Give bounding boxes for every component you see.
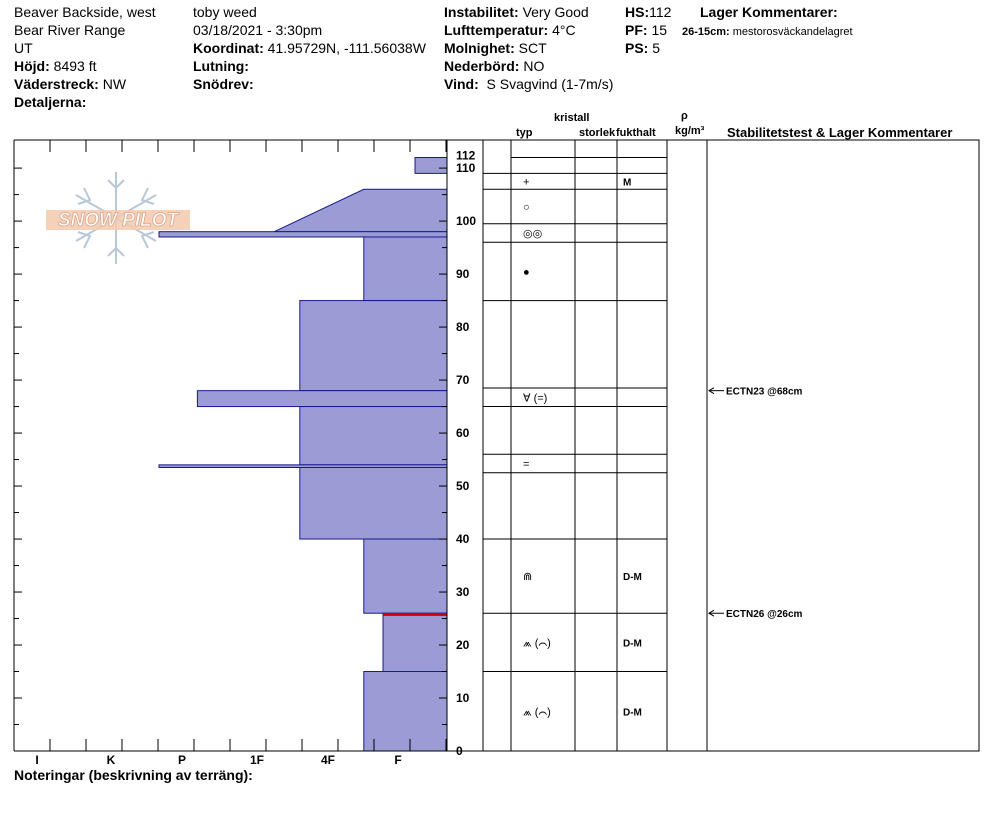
wind: Vind: S Svagvind (1-7m/s) bbox=[444, 76, 614, 92]
mountain-range: Bear River Range bbox=[14, 22, 126, 38]
pf: PF: 15 bbox=[625, 22, 668, 38]
height-tick-label: 112 bbox=[456, 148, 476, 163]
aspect: Väderstreck: NW bbox=[14, 76, 127, 92]
moisture-value: D-M bbox=[623, 572, 642, 584]
state: UT bbox=[14, 40, 33, 56]
hardness-tick-label: P bbox=[177, 753, 187, 767]
hardness-layer bbox=[364, 237, 447, 301]
notes-label: Noteringar (beskrivning av terräng): bbox=[14, 767, 253, 783]
layer-comments-label: Lager Kommentarer: bbox=[700, 4, 838, 20]
moisture-value: D-M bbox=[623, 638, 642, 650]
crystal-type: + bbox=[523, 176, 530, 189]
hardness-layer bbox=[300, 467, 447, 539]
header-size: storlek bbox=[579, 127, 616, 139]
details-label: Detaljerna: bbox=[14, 94, 87, 110]
snowdrift-label: Snödrev: bbox=[193, 76, 254, 92]
height-tick-label: 50 bbox=[456, 479, 470, 494]
crystal-type: ⩕ (⌒) bbox=[523, 637, 551, 650]
layer-table bbox=[483, 140, 979, 751]
layer-comment: 26-15cm: mestorosväckandelagret bbox=[682, 26, 853, 38]
height-tick-label: 100 bbox=[456, 214, 477, 229]
header-crystal: kristall bbox=[554, 112, 590, 124]
height-tick-label: 0 bbox=[456, 744, 463, 758]
elevation: Höjd: 8493 ft bbox=[14, 58, 97, 74]
height-tick-label: 110 bbox=[456, 161, 476, 176]
stability: Instabilitet: Very Good bbox=[444, 4, 589, 20]
crystal-type: ○ bbox=[523, 201, 530, 214]
logo-text: SNOW PILOT bbox=[57, 210, 179, 231]
crystal-type: ● bbox=[523, 266, 530, 279]
hardness-tick-label: 4F bbox=[320, 753, 336, 767]
crystal-type: ∀ (=) bbox=[523, 392, 548, 405]
hardness-layer bbox=[274, 189, 447, 231]
height-tick-label: 90 bbox=[456, 267, 470, 282]
observer: toby weed bbox=[193, 4, 257, 20]
hardness-tick-label: I bbox=[35, 753, 39, 767]
crystal-type: = bbox=[523, 458, 530, 471]
hardness-layer bbox=[300, 407, 447, 465]
header-type: typ bbox=[516, 127, 533, 139]
height-tick-label: 10 bbox=[456, 691, 470, 706]
datetime: 03/18/2021 - 3:30pm bbox=[193, 22, 323, 38]
slope-label: Lutning: bbox=[193, 58, 249, 74]
cloud-cover: Molnighet: SCT bbox=[444, 40, 547, 56]
height-tick-label: 80 bbox=[456, 320, 470, 335]
hardness-tick-label: F bbox=[394, 753, 402, 767]
hardness-layer bbox=[415, 158, 447, 174]
crystal-type: ⩕ (⌒) bbox=[523, 706, 551, 719]
height-tick-label: 20 bbox=[456, 638, 470, 653]
height-tick-label: 70 bbox=[456, 373, 470, 388]
hardness-layer bbox=[159, 232, 447, 237]
header-rho: ρ bbox=[681, 110, 688, 122]
moisture-value: M bbox=[623, 177, 632, 189]
coordinates: Koordinat: 41.95729N, -111.56038W bbox=[193, 40, 426, 56]
air-temperature: Lufttemperatur: 4°C bbox=[444, 22, 576, 38]
location: Beaver Backside, west bbox=[14, 4, 156, 20]
stability-test-label: ECTN23 @68cm bbox=[726, 386, 803, 398]
height-tick-label: 40 bbox=[456, 532, 470, 547]
header-density-unit: kg/m³ bbox=[675, 125, 705, 137]
header-stability-comments: Stabilitetstest & Lager Kommentarer bbox=[727, 125, 953, 140]
crystal-type: ⋒ bbox=[523, 571, 533, 584]
stability-test-label: ECTN26 @26cm bbox=[726, 609, 803, 621]
moisture-value: D-M bbox=[623, 707, 642, 719]
table-frame bbox=[483, 140, 979, 751]
precipitation: Nederbörd: NO bbox=[444, 58, 545, 74]
hardness-layers bbox=[159, 158, 447, 752]
header-moisture: fukthalt bbox=[616, 127, 656, 139]
crystal-type: ◎◎ bbox=[523, 228, 543, 241]
hardness-layer bbox=[364, 539, 447, 613]
hardness-tick-label: 1F bbox=[249, 753, 265, 767]
hardness-layer bbox=[300, 301, 447, 391]
hardness-layer bbox=[364, 672, 447, 751]
height-tick-label: 60 bbox=[456, 426, 470, 441]
hardness-layer bbox=[197, 391, 447, 407]
hs: HS:112 bbox=[625, 4, 672, 20]
hardness-tick-label: K bbox=[106, 753, 116, 767]
height-tick-label: 30 bbox=[456, 585, 470, 600]
ps: PS: 5 bbox=[625, 40, 661, 56]
hardness-layer bbox=[383, 613, 447, 671]
